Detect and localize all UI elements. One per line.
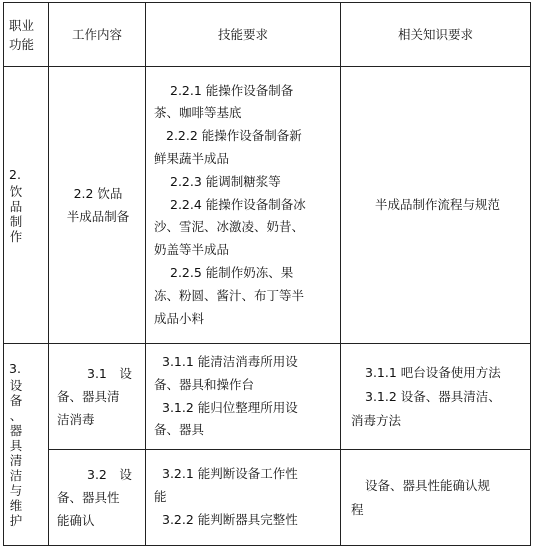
work-content-line: 半成品制备 — [66, 209, 130, 224]
occupational-standard-table — [3, 2, 531, 546]
function-cell-equipment — [4, 344, 49, 546]
skill-requirements-cell — [146, 67, 341, 344]
knowledge-line: 消毒方法 — [351, 412, 402, 428]
function-vertical-text — [9, 167, 23, 244]
function-number: 2. — [9, 166, 21, 182]
skill-line: 3.2.2 能判断器具完整性 — [162, 511, 298, 527]
skill-line: 2.2.5 能制作奶冻、果 — [170, 264, 294, 280]
function-char: 饮 — [9, 183, 23, 199]
header-function-line-1: 职业 — [9, 17, 35, 33]
work-content-line: 能确认 — [57, 513, 95, 528]
skill-requirements-cell — [146, 344, 341, 450]
skill-line: 备、器具 — [154, 422, 205, 438]
skill-line: 冻、粉圆、酱汁、布丁等半 — [154, 287, 305, 303]
table-row — [4, 450, 531, 546]
skill-line: 2.2.1 能操作设备制备 — [170, 82, 294, 98]
skill-line: 2.2.2 能操作设备制备新 — [166, 128, 302, 144]
work-content-line: 备、器具清 — [57, 389, 120, 404]
skill-requirements-cell — [146, 450, 341, 546]
table-row — [4, 344, 531, 450]
work-content-line: 3.2 设 — [87, 467, 132, 482]
work-content-line: 备、器具性 — [57, 490, 120, 505]
related-knowledge-cell — [341, 344, 531, 450]
function-char: 备 — [9, 393, 23, 408]
skill-line: 成品小料 — [154, 310, 205, 326]
work-content-cell — [49, 450, 146, 546]
skill-line: 2.2.4 能操作设备制备冰 — [170, 196, 306, 212]
function-char: 品 — [9, 198, 23, 214]
header-related-knowledge: 相关知识要求 — [341, 3, 531, 67]
function-vertical-text — [9, 361, 23, 528]
table-row — [4, 67, 531, 344]
function-char: 制 — [9, 213, 23, 229]
knowledge-line: 3.1.1 吧台设备使用方法 — [365, 364, 501, 380]
function-number: 3. — [9, 361, 21, 376]
work-content-cell — [49, 67, 146, 344]
work-content-line: 3.1 设 — [87, 366, 132, 381]
skill-line: 沙、雪泥、冰激凌、奶昔、 — [154, 219, 305, 235]
related-knowledge-cell — [341, 450, 531, 546]
function-char: 清 — [9, 453, 23, 468]
skill-line: 3.2.1 能判断设备工作性 — [162, 466, 298, 482]
header-skill-requirements: 技能要求 — [146, 3, 341, 67]
skill-line: 3.1.2 能归位整理所用设 — [162, 399, 298, 415]
function-char: 器 — [9, 423, 23, 438]
function-char: 设 — [9, 378, 23, 393]
knowledge-line: 程 — [351, 501, 364, 517]
work-content-line: 洁消毒 — [57, 412, 95, 427]
work-content-line: 2.2 饮品 — [73, 186, 123, 201]
function-cell-beverage — [4, 67, 49, 344]
knowledge-line: 3.1.2 设备、器具清洁、 — [365, 388, 501, 404]
skill-line: 茶、咖啡等基底 — [154, 105, 242, 121]
knowledge-line: 半成品制作流程与规范 — [374, 197, 500, 212]
function-char: 与 — [9, 483, 23, 498]
skill-line: 能 — [154, 489, 167, 505]
function-char: 维 — [9, 498, 23, 513]
function-char: 具 — [9, 438, 23, 453]
header-function-line-2: 功能 — [9, 36, 35, 52]
table-header-row — [4, 3, 531, 67]
skill-line: 2.2.3 能调制糖浆等 — [170, 173, 281, 189]
function-char: 洁 — [9, 468, 23, 483]
work-content-cell — [49, 344, 146, 450]
function-char: 、 — [9, 408, 23, 423]
function-char: 护 — [9, 513, 23, 528]
skill-line: 备、器具和操作台 — [154, 376, 255, 392]
skill-line: 3.1.1 能清洁消毒所用设 — [162, 353, 298, 369]
skill-line: 奶盖等半成品 — [154, 242, 230, 258]
header-function — [4, 3, 49, 67]
knowledge-line: 设备、器具性能确认规 — [365, 477, 491, 493]
header-work-content: 工作内容 — [49, 3, 146, 67]
function-char: 作 — [9, 228, 23, 244]
skill-line: 鲜果蔬半成品 — [154, 151, 230, 166]
related-knowledge-cell — [341, 67, 531, 344]
